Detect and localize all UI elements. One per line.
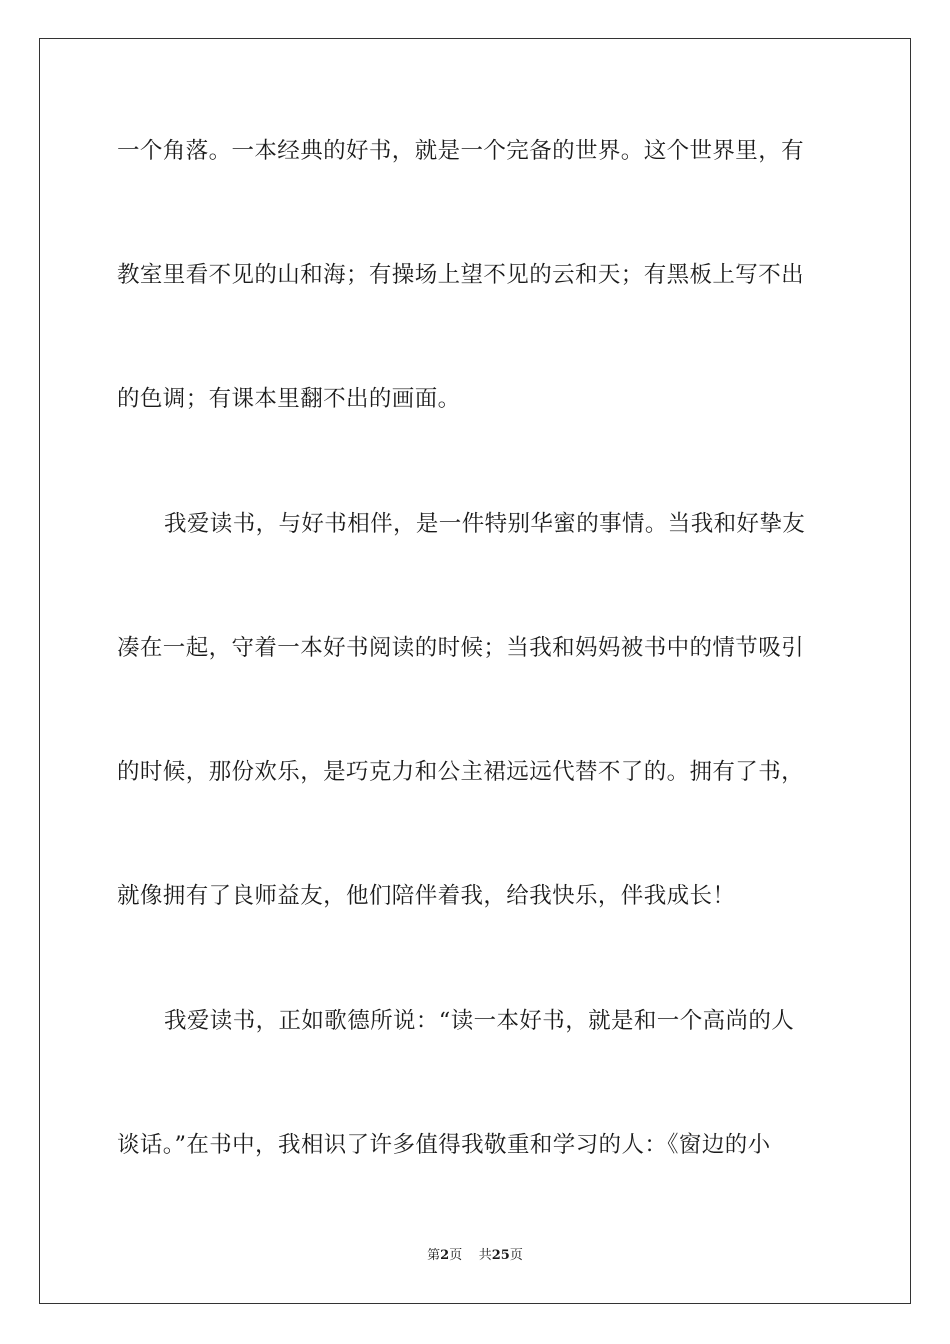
page-number: 2: [440, 1248, 450, 1263]
text-line-1: 一个角落。一本经典的好书，就是一个完备的世界。这个世界里，有: [117, 138, 805, 164]
page-suffix: 页: [449, 1248, 463, 1263]
page-border: [39, 38, 911, 1304]
page-prefix: 第: [427, 1248, 441, 1263]
text-line-8: 我爱读书，正如歌德所说：“读一本好书，就是和一个高尚的人: [164, 1008, 795, 1034]
text-line-2: 教室里看不见的山和海；有操场上望不见的云和天；有黑板上写不出: [117, 262, 805, 288]
total-prefix: 共: [478, 1248, 492, 1263]
text-line-9: 谈话。”在书中，我相识了许多值得我敬重和学习的人：《窗边的小: [117, 1132, 771, 1158]
text-line-7: 就像拥有了良师益友，他们陪伴着我，给我快乐，伴我成长！: [117, 883, 736, 909]
text-line-4: 我爱读书，与好书相伴，是一件特别华蜜的事情。当我和好挚友: [164, 511, 806, 537]
text-line-6: 的时候，那份欢乐，是巧克力和公主裙远远代替不了的。拥有了书，: [117, 759, 805, 785]
total-suffix: 页: [509, 1248, 523, 1263]
text-line-5: 凑在一起，守着一本好书阅读的时候；当我和妈妈被书中的情节吸引: [117, 635, 805, 661]
total-pages: 25: [491, 1248, 510, 1263]
text-line-3: 的色调；有课本里翻不出的画面。: [117, 386, 461, 412]
page-footer: [0, 1247, 950, 1265]
